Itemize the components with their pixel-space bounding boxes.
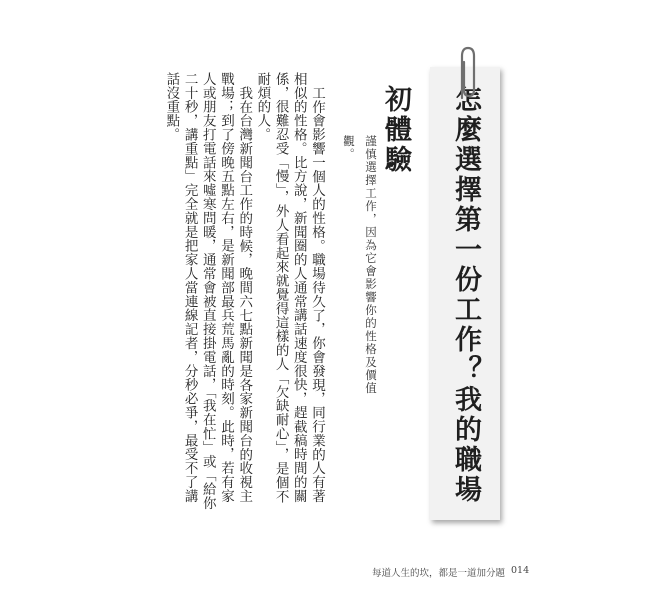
body-paragraph: 我在台灣新聞台工作的時候，晚間六七點新聞是各家新聞台的收視主戰場；到了傍晚五點左右，是新聞部最兵荒馬亂的時刻。此時，若有家人或朋友打電話來噓寒問暖，通常會被直接掛電話，「我在忙」或「給你二十秒，講重點」完全就是把家人當連線記者，分秒必爭，最受不了講話沒重點。 xyxy=(163,72,253,511)
page-footer xyxy=(372,565,529,581)
chapter-subtitle: 謹慎選擇工作，因為它會影響你的性格及價值觀。 xyxy=(342,135,378,395)
chapter-title: 怎麼選擇第一份工作？我的職場初體驗 xyxy=(380,85,481,505)
page-number: 014 xyxy=(511,565,530,576)
running-title: 每道人生的坎，都是一道加分題 xyxy=(372,568,506,579)
paperclip-icon xyxy=(454,44,480,102)
chapter-title-card xyxy=(380,67,500,520)
body-text xyxy=(163,72,326,512)
body-paragraph: 工作會影響一個人的性格。職場待久了，你會發現，同行業的人有著相似的性格。比方說，新聞圈的人通常講話速度很快，趕截稿時間的關係，很難忍受「慢」，外人看起來就覺得這樣的人「欠缺耐心」，是個不耐煩的人。 xyxy=(254,72,325,504)
